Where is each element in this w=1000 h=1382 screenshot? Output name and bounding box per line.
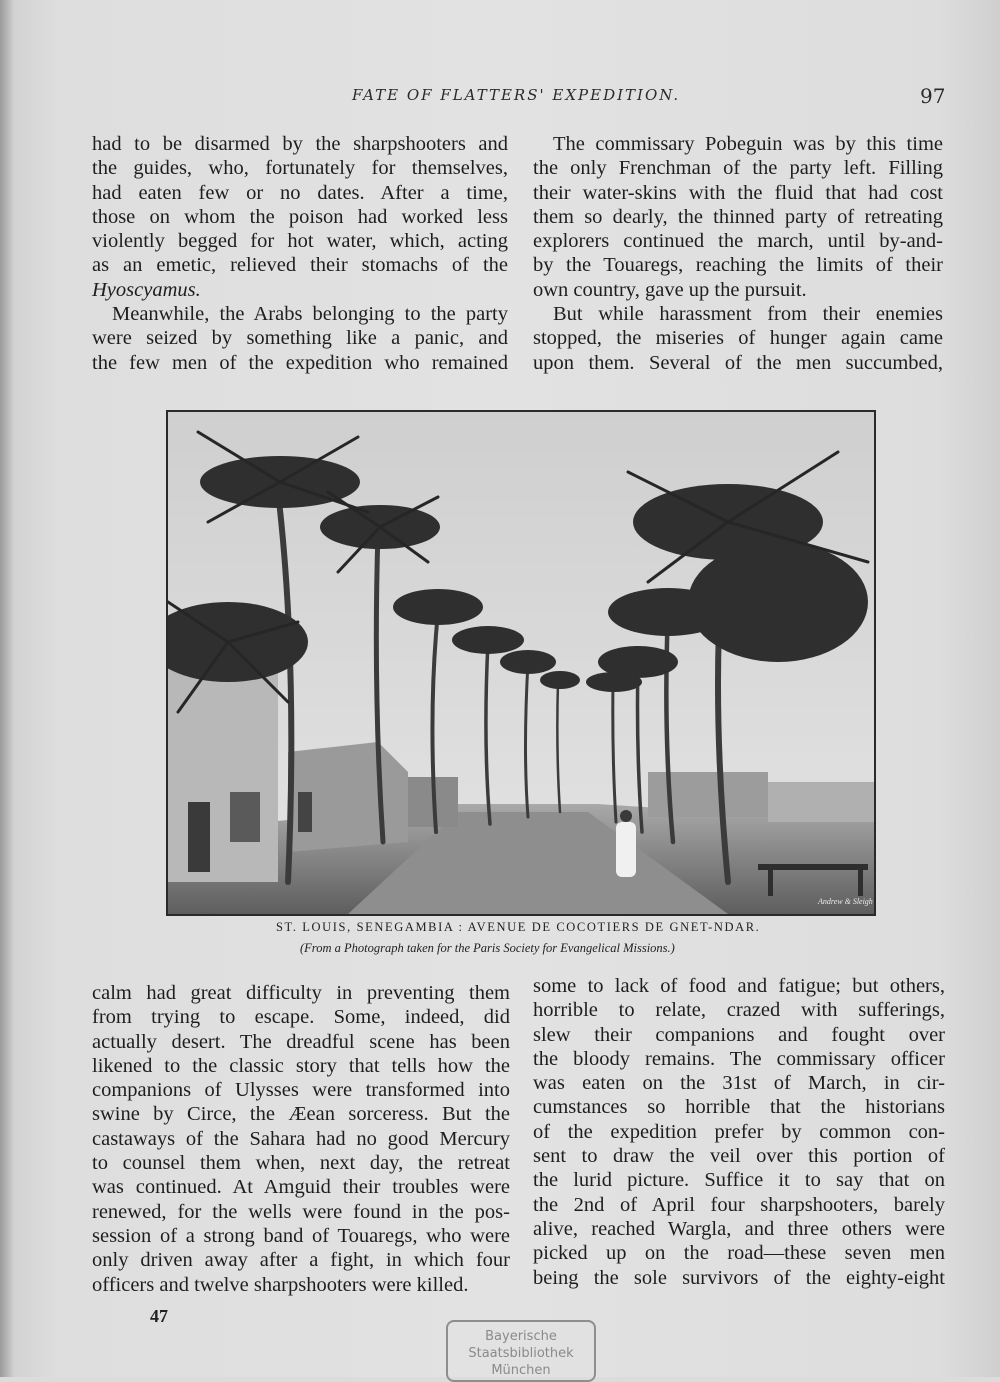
page-number: 97 (920, 84, 946, 108)
engraver-signature: Andrew & Sleigh (818, 897, 873, 906)
text-line: swine by Circe, the Æean sorceress. But the (92, 1103, 510, 1126)
text-line: by the Touaregs, reaching the limits of their (533, 254, 943, 277)
text-line: But while harassment from their enemies (553, 303, 943, 326)
stamp-line: Staatsbibliothek (468, 1346, 574, 1361)
text-column-top-left (92, 132, 508, 375)
running-head-title: FATE OF FLATTERS' EXPEDITION. (352, 86, 681, 104)
text-line: actually desert. The dreadful scene has been (92, 1030, 510, 1053)
stamp-line: Bayerische (485, 1329, 557, 1344)
text-line: only driven away after a fight, in which four (92, 1249, 510, 1272)
text-line: from trying to escape. Some, indeed, did (92, 1006, 510, 1029)
text-line: was continued. At Amguid their troubles were (92, 1176, 510, 1199)
text-line: their water-skins with the fluid that had cost (533, 181, 943, 204)
text-line: the lurid picture. Suffice it to say that on (533, 1169, 945, 1192)
text-line: The commissary Pobeguin was by this time (553, 133, 943, 155)
text-line: cumstances so horrible that the historians (533, 1096, 945, 1119)
text-line: session of a strong band of Touaregs, who were (92, 1224, 510, 1247)
text-line: sent to draw the veil over this portion of (533, 1145, 945, 1168)
text-line: had to be disarmed by the sharpshooters and (92, 133, 508, 155)
text-column-bottom-left (92, 981, 510, 1297)
text-line: Hyoscyamus. (92, 278, 201, 301)
text-line: own country, gave up the pursuit. (533, 278, 807, 301)
text-line: to counsel them when, next day, the retreat (92, 1152, 510, 1175)
text-line: of the expedition prefer by common con- (533, 1120, 945, 1143)
text-line: had eaten few or no dates. After a time, (92, 181, 508, 204)
figure-caption-title: ST. LOUIS, SENEGAMBIA : AVENUE DE COCOTIERS DE GNET-NDAR. (276, 920, 761, 934)
text-line: Meanwhile, the Arabs belonging to the party (112, 303, 508, 326)
text-line: the bloody remains. The commissary officer (533, 1047, 945, 1070)
text-line: likened to the classic story that tells how the (92, 1054, 510, 1077)
text-line: picked up on the road—these seven men (533, 1242, 945, 1265)
halftone-photograph (166, 410, 876, 916)
text-line: violently begged for hot water, which, acting (92, 230, 508, 253)
text-line: was eaten on the 31st of March, in cir- (533, 1072, 945, 1095)
binding-shadow (0, 0, 14, 1377)
text-line: slew their companions and fought over (533, 1023, 945, 1046)
text-line: upon them. Several of the men succumbed, (533, 351, 943, 374)
text-line: those on whom the poison had worked less (92, 205, 508, 228)
text-line: renewed, for the wells were found in the pos- (92, 1200, 510, 1223)
text-line: the 2nd of April four sharpshooters, barely (533, 1193, 945, 1216)
text-line: alive, reached Wargla, and three others were (533, 1217, 945, 1240)
text-line: calm had great difficulty in preventing them (92, 982, 510, 1004)
text-line: some to lack of food and fatigue; but others, (533, 975, 945, 997)
printer-signature-mark: 47 (150, 1306, 168, 1326)
text-line: the only Frenchman of the party left. Filling (533, 157, 943, 180)
text-line: the guides, who, fortunately for themselves, (92, 157, 508, 180)
text-line: companions of Ulysses were transformed into (92, 1079, 510, 1102)
text-line: horrible to relate, crazed with sufferings, (533, 999, 945, 1022)
text-line: stopped, the miseries of hunger again came (533, 327, 943, 350)
text-line: officers and twelve sharpshooters were killed. (92, 1273, 469, 1296)
text-line: being the sole survivors of the eighty-eight (533, 1266, 945, 1289)
text-line: the few men of the expedition who remained (92, 351, 508, 374)
text-line: them so dearly, the thinned party of retreating (533, 205, 943, 228)
text-line: as an emetic, relieved their stomachs of the (92, 254, 508, 277)
text-line: explorers continued the march, until by-and- (533, 230, 943, 253)
text-column-bottom-right (533, 974, 945, 1290)
figure-caption-credit: (From a Photograph taken for the Paris Society for Evangelical Missions.) (300, 941, 675, 955)
library-stamp (446, 1320, 596, 1382)
text-line: castaways of the Sahara had no good Mercury (92, 1127, 510, 1150)
stamp-line: München (491, 1363, 551, 1378)
text-column-top-right (533, 132, 943, 375)
avenue-of-coconut-palms-image (168, 412, 874, 914)
text-line: were seized by something like a panic, and (92, 327, 508, 350)
